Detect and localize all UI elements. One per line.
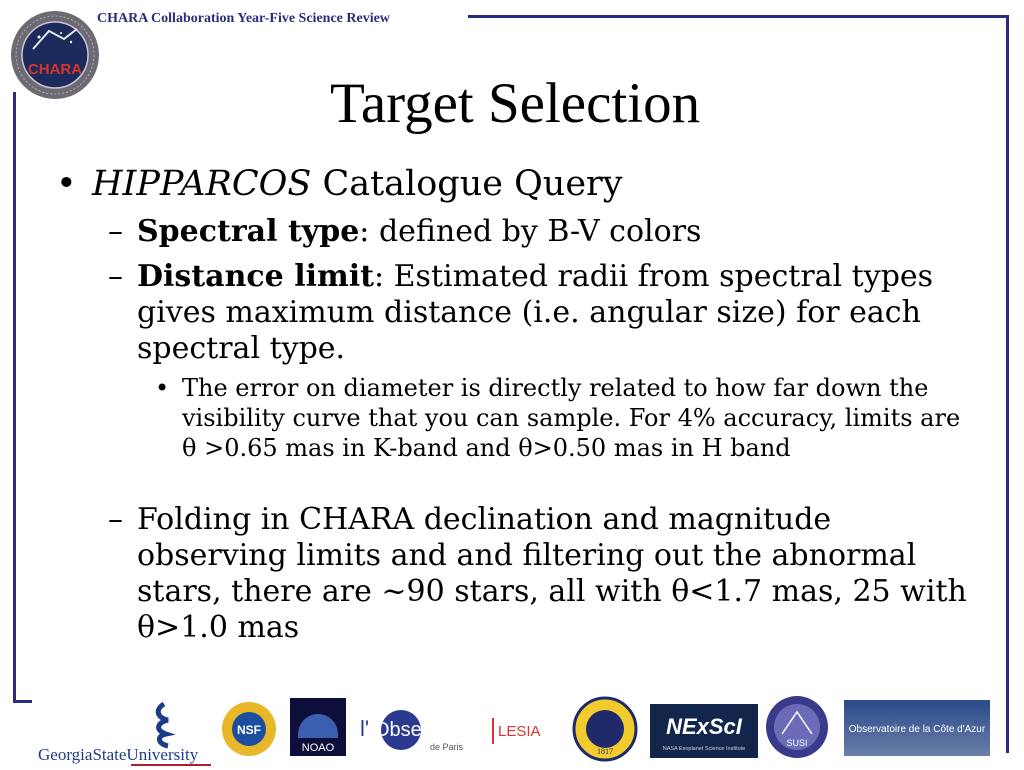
nexsci-logo [650, 704, 758, 758]
frame-line-right [1006, 15, 1009, 753]
frame-line-top [468, 15, 1009, 18]
chara-logo [9, 9, 101, 101]
svg-text:de Paris: de Paris [430, 742, 464, 752]
bullet-rest: Catalogue Query [311, 164, 623, 204]
svg-text:SUSI: SUSI [786, 738, 808, 748]
svg-text:NASA Exoplanet Science Institu: NASA Exoplanet Science Institute [662, 746, 746, 752]
svg-text:CHARA: CHARA [27, 61, 83, 78]
frame-line-left [13, 92, 16, 701]
svg-text:Observatoire: Observatoire [374, 719, 489, 741]
error-text: The error on diameter is directly related to how far down the visibility curve that you can sample. For 4% accuracy, limits are θ >0.65 mas in K-band and θ>0.50 mas in H band [182, 374, 961, 462]
logo-strip [0, 690, 1024, 768]
subsub-bullet-error [155, 373, 975, 463]
sub-bullet-spectral-type [108, 214, 988, 250]
spectral-type-label: Spectral type [137, 214, 360, 249]
svg-text:GeorgiaStateUniversity: GeorgiaStateUniversity [38, 745, 199, 764]
observatoire-paris-logo [358, 704, 568, 760]
noao-logo [290, 698, 346, 756]
svg-text:LESIA: LESIA [498, 723, 541, 740]
bullet-text [92, 163, 623, 205]
distance-limit-text: : Estimated radii from spectral types gives maximum distance (i.e. angular size) for each spectral type. [137, 259, 934, 366]
dash-marker: – [108, 259, 123, 294]
svg-text:Observatoire de la Côte d'Azur: Observatoire de la Côte d'Azur [848, 724, 986, 735]
nsf-logo [220, 700, 278, 758]
folding-text: Folding in CHARA declination and magnitude observing limits and and filtering out the abnormal stars, there are ~90 stars, all with θ<1.7 mas, 25 with θ>1.0 mas [137, 502, 967, 645]
dash-marker: – [108, 502, 123, 537]
oca-logo [844, 700, 990, 756]
gsu-logo [36, 700, 216, 770]
sub-bullet-distance-limit [108, 259, 988, 367]
hipparcos-italic: HIPPARCOS [92, 164, 312, 204]
umich-seal-logo [572, 696, 638, 762]
sub-bullet-folding [108, 502, 988, 646]
bullet-marker: • [155, 374, 170, 402]
svg-text:NSF: NSF [237, 723, 261, 737]
conference-title: CHARA Collaboration Year-Five Science Review [97, 11, 390, 26]
bullet-marker: • [56, 164, 77, 204]
dash-marker: – [108, 214, 123, 249]
svg-text:NOAO: NOAO [301, 742, 335, 754]
slide-title: Target Selection [330, 72, 701, 135]
svg-text:l': l' [360, 716, 370, 741]
spectral-type-text: : defined by B-V colors [359, 214, 702, 249]
distance-limit-label: Distance limit [137, 259, 374, 294]
svg-text:NExScI: NExScI [666, 714, 742, 739]
susi-logo [764, 694, 830, 760]
svg-text:1817: 1817 [597, 747, 613, 756]
